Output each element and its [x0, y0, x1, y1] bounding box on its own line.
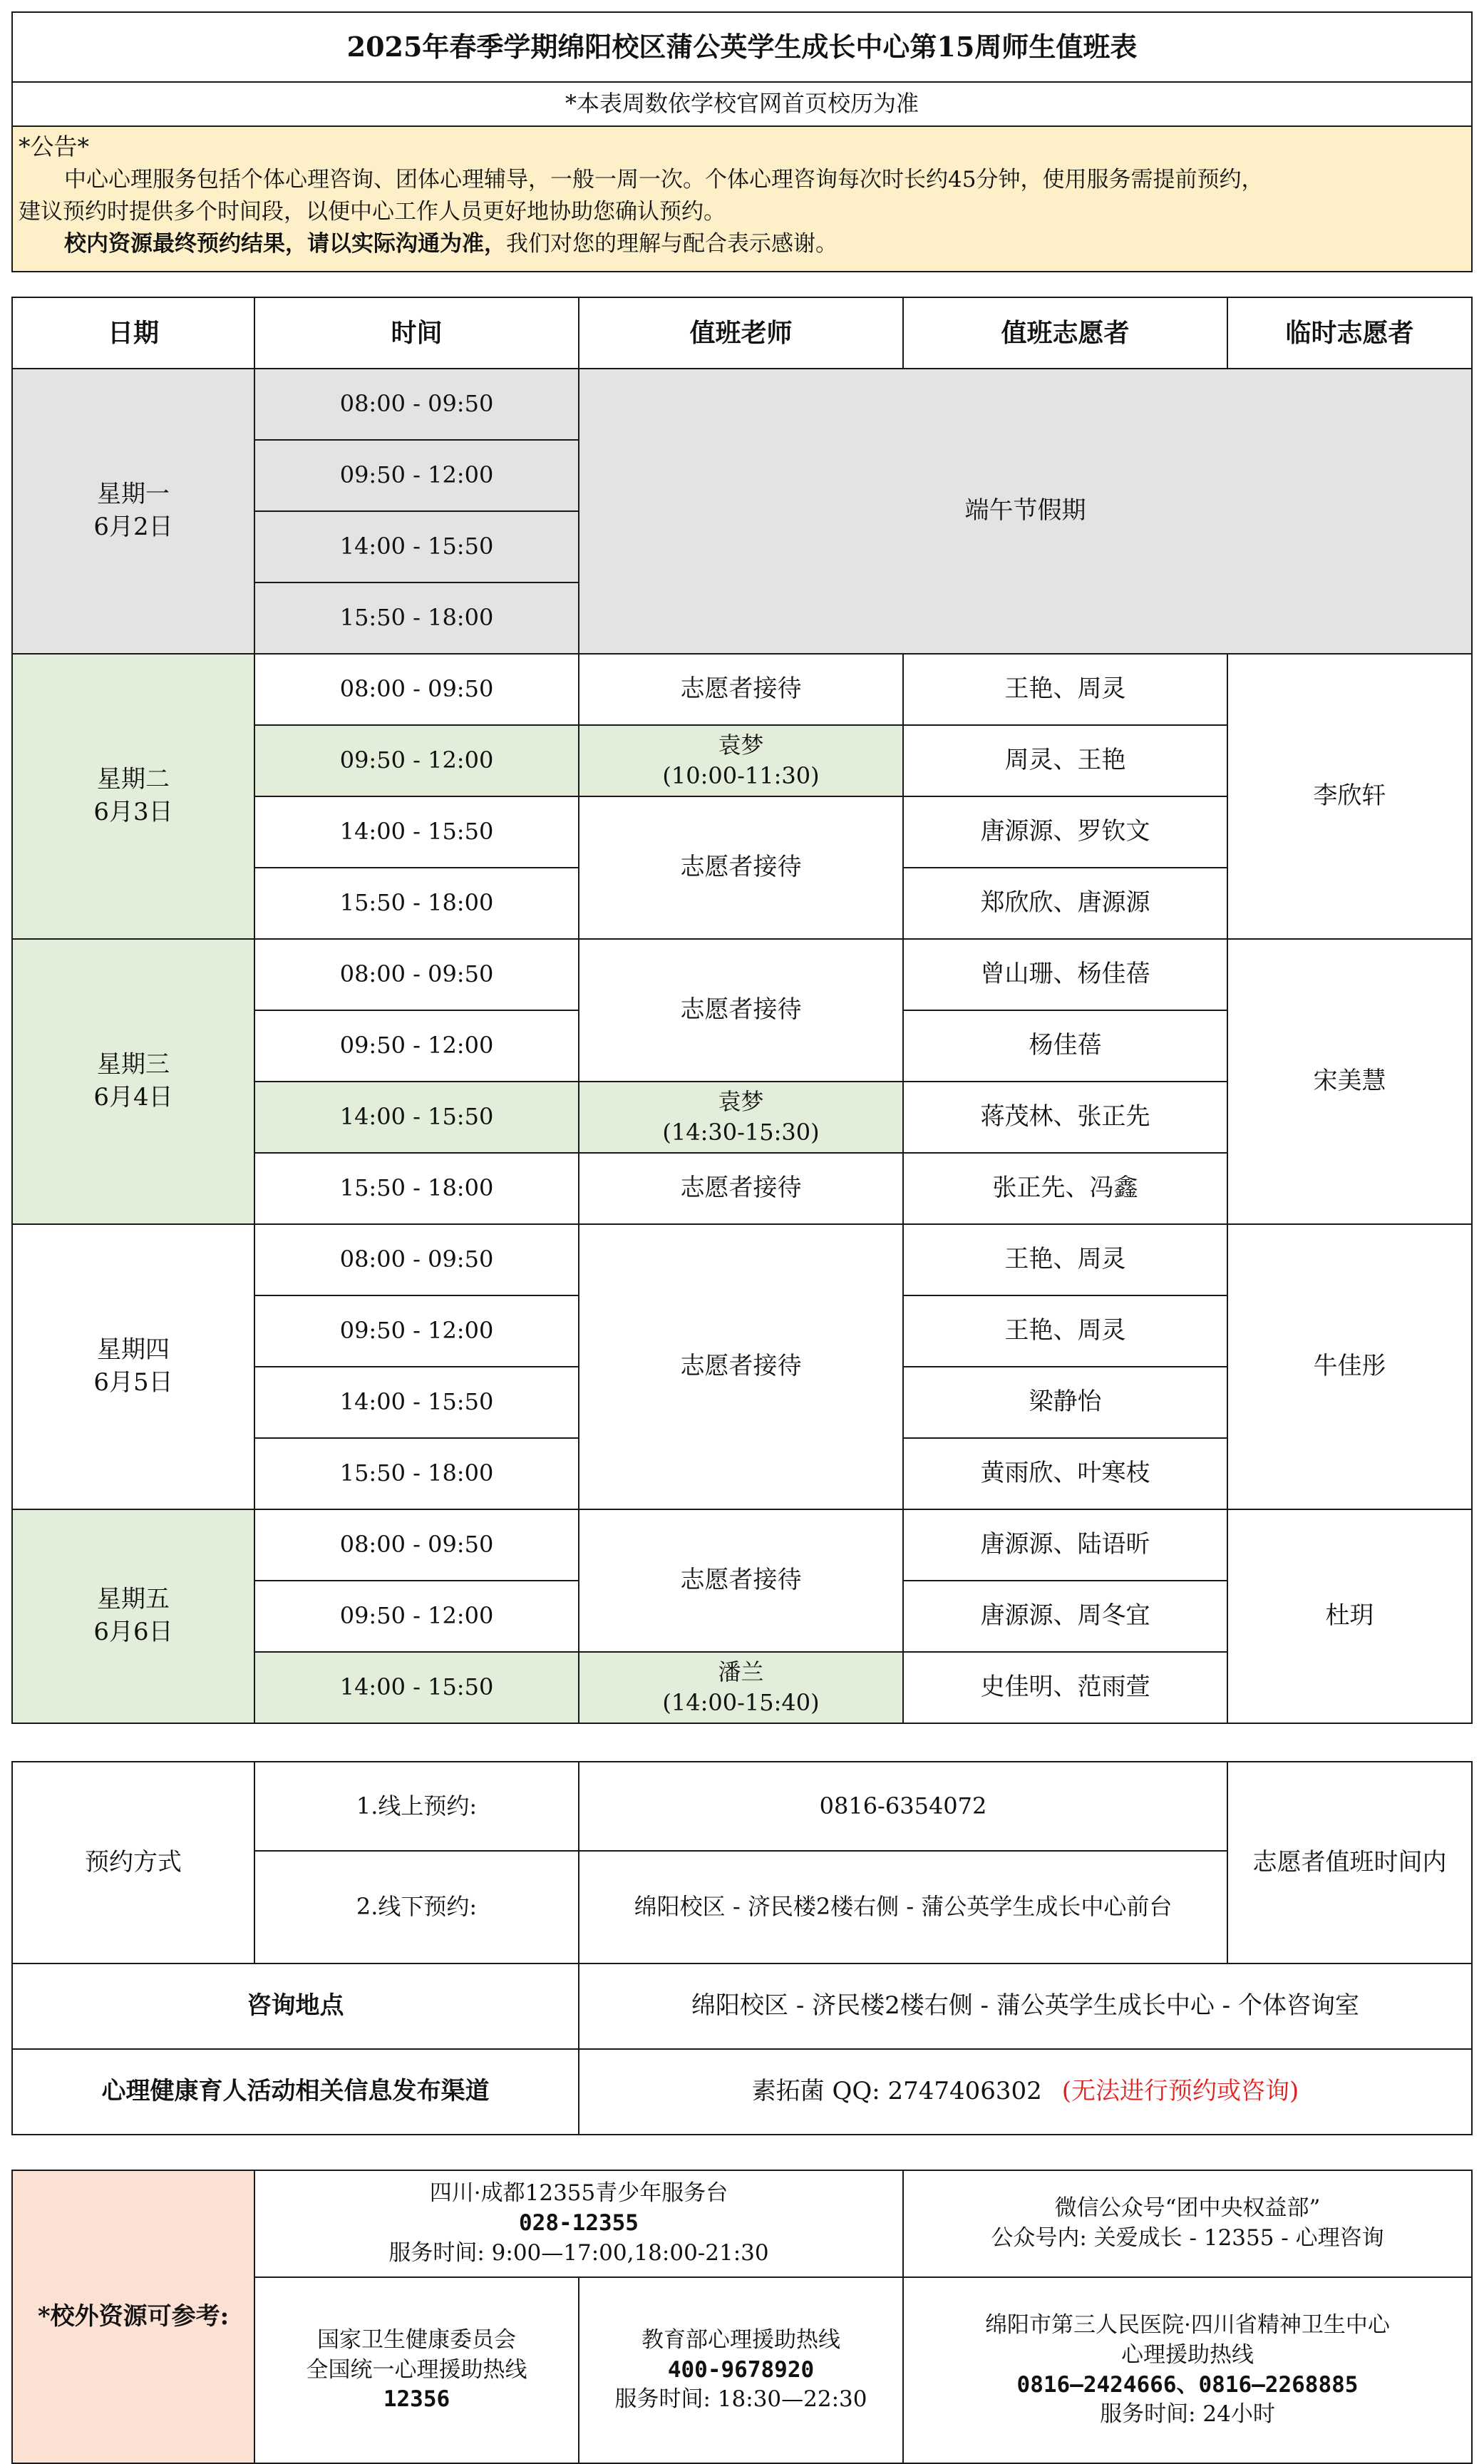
offline-booking-label: 2.线下预约: [254, 1850, 579, 1964]
resource-wechat [902, 2170, 1473, 2278]
time-slot: 08:00 - 09:50 [254, 1509, 579, 1581]
resource-phone: 028-12355 [519, 2210, 639, 2237]
date-label: 6月6日 [93, 1618, 173, 1646]
header-date: 日期 [11, 297, 255, 369]
teacher-cell: 志愿者接待 [578, 1509, 904, 1653]
time-slot: 09:50 - 12:00 [254, 724, 579, 797]
weekday-label: 星期二 [97, 765, 170, 794]
notice-line-1: 中心心理服务包括个体心理咨询、团体心理辅导，一般一周一次。个体心理咨询每次时长约45分钟，使用服务需提前预约， [64, 166, 1264, 192]
temp-volunteer-cell: 杜玥 [1227, 1509, 1473, 1724]
teacher-cell: 志愿者接待 [578, 653, 904, 726]
notice-thanks: 我们对您的理解与配合表示感谢。 [506, 230, 838, 257]
qq-info: 素拓菌 QQ: 2747406302 [751, 2077, 1042, 2106]
time-slot: 09:50 - 12:00 [254, 1580, 579, 1653]
header-temp-volunteer: 临时志愿者 [1227, 297, 1473, 369]
offline-booking-location: 绵阳校区 - 济民楼2楼右侧 - 蒲公英学生成长中心前台 [578, 1850, 1228, 1964]
resource-path: 公众号内: 关爱成长 - 12355 - 心理咨询 [991, 2225, 1384, 2251]
volunteer-cell: 梁静怡 [902, 1366, 1228, 1439]
temp-volunteer-cell: 宋美慧 [1227, 938, 1473, 1225]
notice-heading: *公告* [19, 133, 89, 160]
resource-title: 四川·成都12355青少年服务台 [429, 2180, 728, 2207]
day-thursday [11, 1223, 255, 1510]
resource-moe-hotline [578, 2276, 904, 2464]
resource-phone: 12356 [383, 2386, 450, 2413]
weekday-label: 星期五 [97, 1585, 170, 1614]
resource-phone: 400-9678920 [667, 2356, 815, 2383]
notice-line-2: 建议预约时提供多个时间段，以便中心工作人员更好地协助您确认预约。 [19, 198, 726, 225]
resource-title: 微信公众号“团中央权益部” [1054, 2195, 1321, 2222]
time-slot: 14:00 - 15:50 [254, 510, 579, 583]
time-slot: 09:50 - 12:00 [254, 1010, 579, 1082]
teacher-name: 袁梦 [718, 1087, 764, 1115]
time-slot: 15:50 - 18:00 [254, 867, 579, 940]
holiday-cell: 端午节假期 [578, 368, 1473, 654]
time-slot: 14:00 - 15:50 [254, 1366, 579, 1439]
teacher-cell-highlight [578, 1651, 904, 1724]
online-booking-label: 1.线上预约: [254, 1761, 579, 1852]
resource-title: 教育部心理援助热线 [641, 2326, 840, 2353]
day-wednesday [11, 938, 255, 1225]
volunteer-cell: 唐源源、周冬宜 [902, 1580, 1228, 1653]
channel-warning: (无法进行预约或咨询) [1061, 2077, 1299, 2106]
teacher-hours: (14:30-15:30) [662, 1119, 820, 1146]
weekday-label: 星期一 [97, 480, 170, 509]
booking-label: 预约方式 [11, 1761, 255, 1964]
page-title: 2025年春季学期绵阳校区蒲公英学生成长中心第15周师生值班表 [11, 11, 1473, 83]
day-tuesday [11, 653, 255, 940]
notice-emphasis: 校内资源最终预约结果，请以实际沟通为准， [64, 230, 506, 257]
time-slot: 14:00 - 15:50 [254, 796, 579, 868]
resource-title: 国家卫生健康委员会 [317, 2326, 516, 2353]
day-friday [11, 1509, 255, 1724]
header-time: 时间 [254, 297, 579, 369]
teacher-cell: 志愿者接待 [578, 1152, 904, 1225]
resource-phone: 0816—2424666、0816—2268885 [1016, 2371, 1359, 2398]
booking-time-note: 志愿者值班时间内 [1227, 1761, 1473, 1964]
volunteer-cell: 王艳、周灵 [902, 1295, 1228, 1367]
time-slot: 08:00 - 09:50 [254, 653, 579, 726]
time-slot: 14:00 - 15:50 [254, 1651, 579, 1724]
channel-value [578, 2048, 1473, 2135]
teacher-cell-highlight [578, 724, 904, 797]
weekday-label: 星期四 [97, 1335, 170, 1365]
time-slot: 09:50 - 12:00 [254, 1295, 579, 1367]
resource-subtitle: 心理援助热线 [1121, 2341, 1254, 2368]
volunteer-cell: 黄雨欣、叶寒枝 [902, 1437, 1228, 1510]
volunteer-cell: 王艳、周灵 [902, 1223, 1228, 1296]
time-slot: 08:00 - 09:50 [254, 938, 579, 1011]
volunteer-cell: 蒋茂林、张正先 [902, 1081, 1228, 1154]
resource-hospital-hotline [902, 2276, 1473, 2464]
time-slot: 09:50 - 12:00 [254, 439, 579, 512]
teacher-hours: (14:00-15:40) [662, 1689, 820, 1716]
location-value: 绵阳校区 - 济民楼2楼右侧 - 蒲公英学生成长中心 - 个体咨询室 [578, 1963, 1473, 2050]
volunteer-cell: 杨佳蓓 [902, 1010, 1228, 1082]
time-slot: 15:50 - 18:00 [254, 582, 579, 654]
resource-nhc-hotline [254, 2276, 579, 2464]
location-label: 咨询地点 [11, 1963, 579, 2050]
external-resources-label: *校外资源可参考: [11, 2170, 255, 2464]
time-slot: 08:00 - 09:50 [254, 368, 579, 441]
volunteer-cell: 张正先、冯鑫 [902, 1152, 1228, 1225]
resource-subtitle: 全国统一心理援助热线 [306, 2356, 527, 2383]
date-label: 6月5日 [93, 1368, 173, 1397]
notice-line-3 [19, 228, 1465, 260]
notice-box [11, 125, 1473, 272]
teacher-name: 潘兰 [718, 1658, 764, 1685]
volunteer-cell: 唐源源、罗钦文 [902, 796, 1228, 868]
volunteer-cell: 唐源源、陆语昕 [902, 1509, 1228, 1581]
date-label: 6月4日 [93, 1083, 173, 1112]
teacher-cell: 志愿者接待 [578, 1223, 904, 1510]
resource-hours: 服务时间: 24小时 [1100, 2401, 1275, 2428]
header-volunteer: 值班志愿者 [902, 297, 1228, 369]
resource-hours: 服务时间: 18:30—22:30 [614, 2386, 867, 2413]
teacher-cell: 志愿者接待 [578, 938, 904, 1082]
temp-volunteer-cell: 李欣轩 [1227, 653, 1473, 940]
time-slot: 14:00 - 15:50 [254, 1081, 579, 1154]
time-slot: 08:00 - 09:50 [254, 1223, 579, 1296]
day-monday [11, 368, 255, 654]
teacher-name: 袁梦 [718, 731, 764, 759]
date-label: 6月2日 [93, 513, 173, 541]
volunteer-cell: 史佳明、范雨萱 [902, 1651, 1228, 1724]
temp-volunteer-cell: 牛佳彤 [1227, 1223, 1473, 1510]
date-label: 6月3日 [93, 798, 173, 826]
volunteer-cell: 周灵、王艳 [902, 724, 1228, 797]
teacher-cell: 志愿者接待 [578, 796, 904, 940]
time-slot: 15:50 - 18:00 [254, 1437, 579, 1510]
channel-label: 心理健康育人活动相关信息发布渠道 [11, 2048, 579, 2135]
volunteer-cell: 王艳、周灵 [902, 653, 1228, 726]
header-teacher: 值班老师 [578, 297, 904, 369]
online-booking-phone: 0816-6354072 [578, 1761, 1228, 1852]
resource-sichuan-12355 [254, 2170, 904, 2278]
page-subtitle: *本表周数依学校官网首页校历为准 [11, 81, 1473, 127]
teacher-hours: (10:00-11:30) [662, 762, 820, 789]
teacher-cell-highlight [578, 1081, 904, 1154]
time-slot: 15:50 - 18:00 [254, 1152, 579, 1225]
volunteer-cell: 曾山珊、杨佳蓓 [902, 938, 1228, 1011]
volunteer-cell: 郑欣欣、唐源源 [902, 867, 1228, 940]
weekday-label: 星期三 [97, 1050, 170, 1079]
resource-hours: 服务时间: 9:00—17:00,18:00-21:30 [388, 2239, 769, 2266]
resource-title: 绵阳市第三人民医院·四川省精神卫生中心 [985, 2311, 1390, 2338]
